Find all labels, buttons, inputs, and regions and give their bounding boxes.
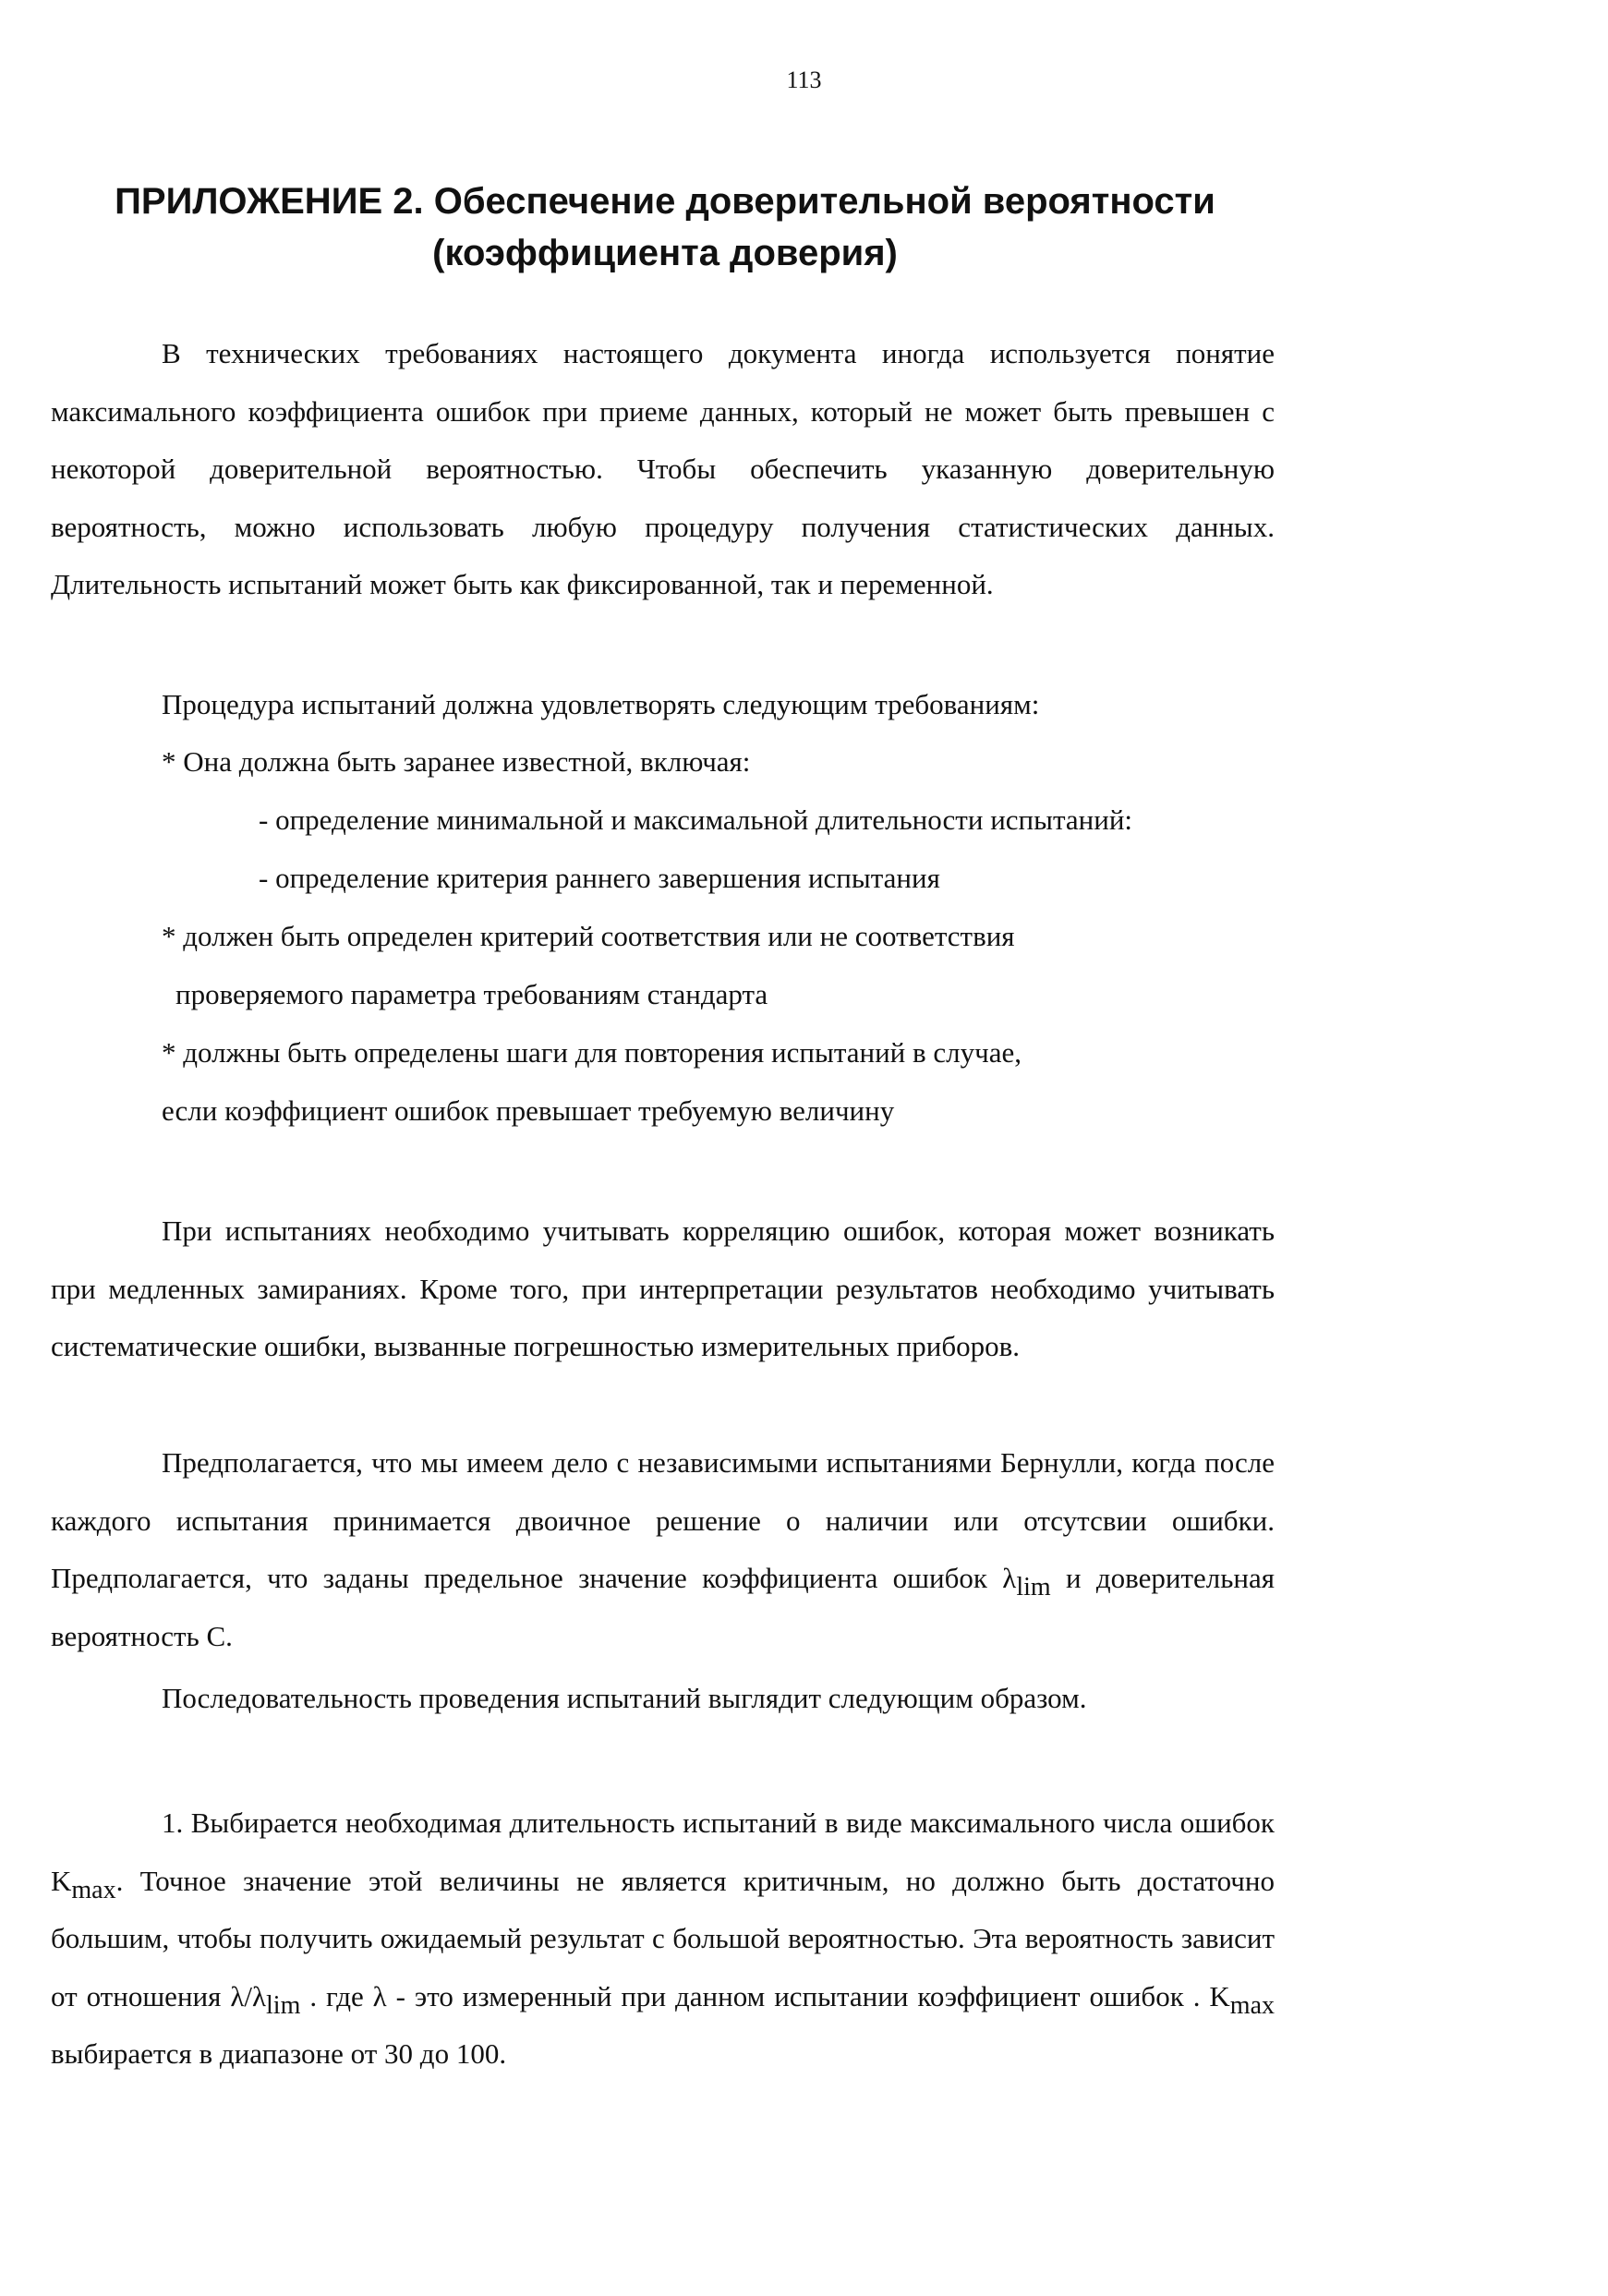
bernoulli-paragraph bbox=[51, 1434, 1275, 1665]
requirement-3-line-1: * должны быть определены шаги для повторения испытаний в случае, bbox=[162, 1036, 1022, 1069]
title-line-2: (коэффициента доверия) bbox=[432, 233, 898, 273]
requirement-3-line-2: если коэффициент ошибок превышает требуемую величину bbox=[162, 1094, 895, 1127]
lambda-symbol: λ bbox=[1002, 1562, 1017, 1594]
page-number: 113 bbox=[786, 66, 822, 93]
title-line-1: ПРИЛОЖЕНИЕ 2. Обеспечение доверительной вероятности bbox=[115, 181, 1215, 222]
step-1-part-1: 1. Выбирается необходимая длительность испытаний в виде максимального числа ошибок bbox=[162, 1807, 1275, 1839]
bernoulli-text: Предполагается, что мы имеем дело с независимыми испытаниями Бернулли, когда после каждого испытания принимается двоичное решение о наличии или отсутсвии ошибки. Предполагается, что заданы предельное значение коэффициента ошибок bbox=[51, 1446, 1275, 1594]
appendix-title bbox=[92, 175, 1238, 279]
step-1-part-3: . где λ - это измеренный при данном испытании коэффициент ошибок . bbox=[300, 1979, 1210, 2012]
ratio-subscript: lim bbox=[266, 1990, 301, 2020]
ratio-symbol: λ/λ bbox=[230, 1979, 267, 2012]
kmax-subscript-2: max bbox=[1229, 1990, 1276, 2020]
kmax-symbol: K bbox=[51, 1864, 72, 1897]
sequence-intro: Последовательность проведения испытаний выглядит следующим образом. bbox=[162, 1682, 1087, 1714]
kmax-symbol-2: K bbox=[1209, 1979, 1230, 2012]
requirement-2-line-1: * должен быть определен критерий соответствия или не соответствия bbox=[162, 920, 1015, 952]
sub-item-2: - определение критерия раннего завершения испытания bbox=[259, 862, 940, 894]
kmax-subscript: max bbox=[71, 1875, 116, 1904]
correlation-paragraph: При испытаниях необходимо учитывать корреляцию ошибок, которая может возникать при медленных замираниях. Кроме того, при интерпретации результатов необходимо учитывать систематические ошибки, вызванные погрешностью измерительных приборов. bbox=[51, 1214, 1275, 1362]
requirement-1: * Она должна быть заранее известной, включая: bbox=[162, 745, 751, 778]
step-1-part-4: выбирается в диапазоне от 30 до 100. bbox=[51, 2037, 507, 2070]
intro-paragraph: В технических требованиях настоящего документа иногда используется понятие максимального коэффициента ошибок при приеме данных, который не может быть превышен с некоторой доверительной вероятностью. Чтобы обеспечить указанную доверительную вероятность, можно использовать любую процедуру получения статистических данных. Длительность испытаний может быть как фиксированной, так и переменной. bbox=[51, 337, 1275, 600]
step-1-paragraph bbox=[51, 1795, 1275, 2084]
bernoulli-tail: и доверительная вероятность С. bbox=[51, 1562, 1275, 1652]
requirement-2-line-2: проверяемого параметра требованиям стандарта bbox=[175, 978, 768, 1010]
sub-item-1: - определение минимальной и максимальной длительности испытаний: bbox=[259, 804, 1133, 836]
lambda-subscript: lim bbox=[1016, 1573, 1051, 1601]
procedure-intro: Процедура испытаний должна удовлетворять следующим требованиям: bbox=[162, 688, 1040, 720]
step-1-part-2: . Точное значение этой величины не является критичным, но должно быть достаточно большим, чтобы получить ожидаемый результат с большой вероятностью. Эта вероятность зависит от отношения bbox=[51, 1864, 1275, 2012]
